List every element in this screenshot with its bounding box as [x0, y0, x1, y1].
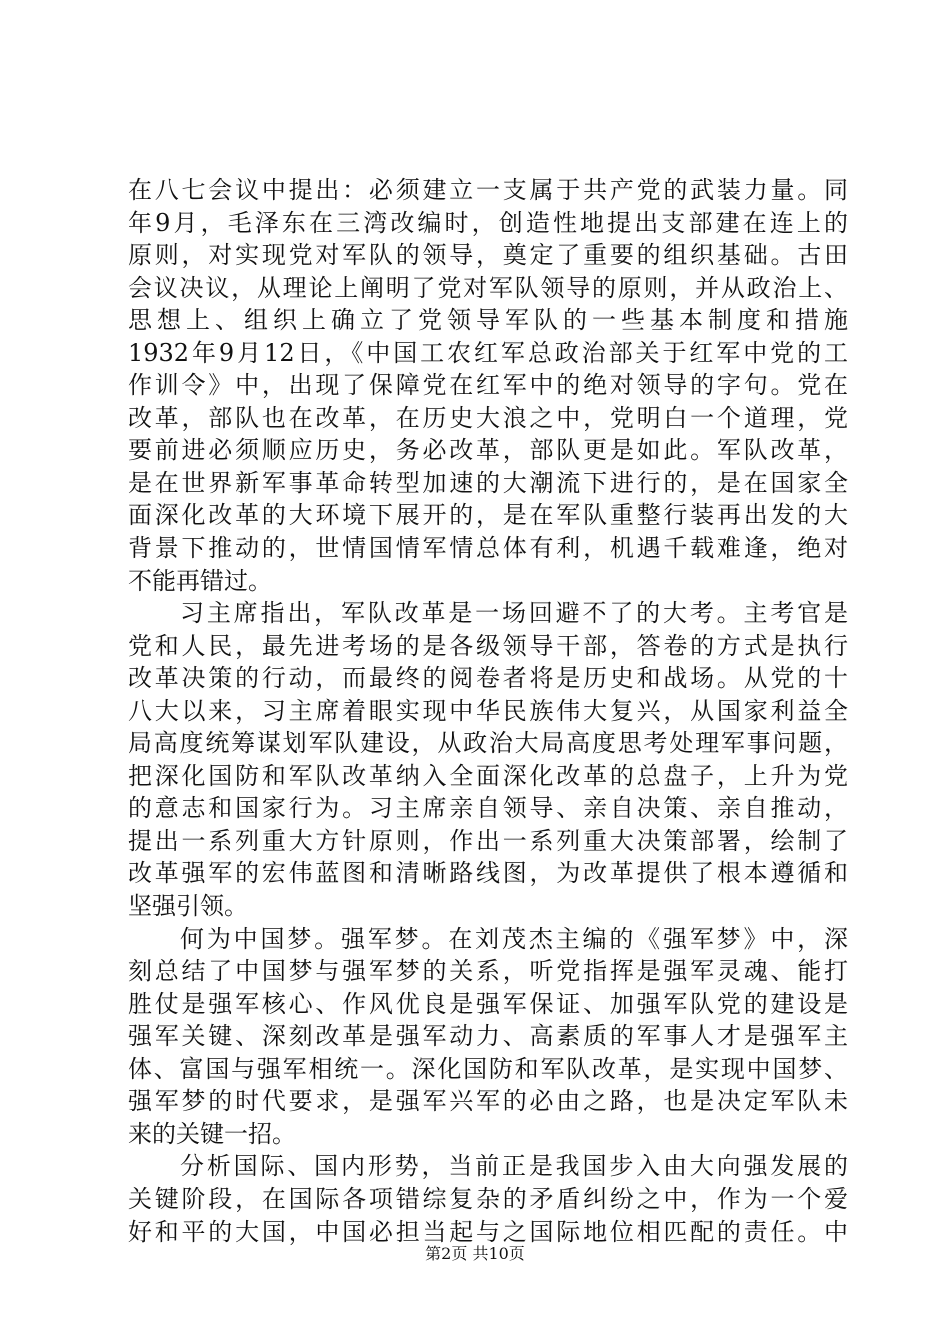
text-line: 胜仗是强军核心、作风优良是强军保证、加强军队党的建设是 [128, 989, 848, 1018]
paragraph-first-line: 分析国际、国内形势，当前正是我国步入由大向强发展的 [180, 1152, 848, 1181]
text-line: 党和人民，最先进考场的是各级领导干部，答卷的方式是执行 [128, 631, 848, 660]
paragraph-end-line: 不能再错过。 [128, 566, 272, 595]
text-line: 体、富国与强军相统一。深化国防和军队改革，是实现中国梦、 [128, 1054, 848, 1083]
paragraph-first-line: 何为中国梦。强军梦。在刘茂杰主编的《强军梦》中，深 [180, 924, 848, 953]
text-line: 改革强军的宏伟蓝图和清晰路线图，为改革提供了根本遵循和 [128, 859, 848, 888]
text-line: 思想上、组织上确立了党领导军队的一些基本制度和措施 [128, 306, 848, 335]
text-line: 1932年9月12日，《中国工农红军总政治部关于红军中党的工 [128, 338, 848, 367]
text-line: 提出一系列重大方针原则，作出一系列重大决策部署，绘制了 [128, 826, 848, 855]
text-line: 的意志和国家行为。习主席亲自领导、亲自决策、亲自推动， [128, 794, 848, 823]
text-line: 改革，部队也在改革，在历史大浪之中，党明白一个道理，党 [128, 403, 848, 432]
text-line: 局高度统筹谋划军队建设，从政治大局高度思考处理军事问题， [128, 729, 848, 758]
text-line: 要前进必须顺应历史，务必改革，部队更是如此。军队改革， [128, 436, 848, 465]
text-line: 作训令》中，出现了保障党在红军中的绝对领导的字句。党在 [128, 371, 848, 400]
text-line: 强军梦的时代要求，是强军兴军的必由之路，也是决定军队未 [128, 1087, 848, 1116]
document-body [128, 174, 848, 1248]
text-line: 背景下推动的，世情国情军情总体有利，机遇千载难逢，绝对 [128, 534, 848, 563]
text-line: 八大以来，习主席着眼实现中华民族伟大复兴，从国家利益全 [128, 696, 848, 725]
text-line: 在八七会议中提出：必须建立一支属于共产党的武装力量。同 [128, 176, 848, 204]
text-line: 面深化改革的大环境下展开的，是在军队重整行装再出发的大 [128, 501, 848, 530]
paragraph-end-line: 来的关键一招。 [128, 1119, 296, 1148]
text-line: 关键阶段，在国际各项错综复杂的矛盾纠纷之中，作为一个爱 [128, 1184, 848, 1213]
text-line: 强军关键、深刻改革是强军动力、高素质的军事人才是强军主 [128, 1022, 848, 1051]
text-line: 改革决策的行动，而最终的阅卷者将是历史和战场。从党的十 [128, 664, 848, 693]
text-line: 年9月，毛泽东在三湾改编时，创造性地提出支部建在连上的 [128, 208, 848, 237]
text-line: 会议决议，从理论上阐明了党对军队领导的原则，并从政治上、 [128, 273, 848, 302]
text-line: 把深化国防和军队改革纳入全面深化改革的总盘子，上升为党 [128, 761, 848, 790]
paragraph-end-line: 坚强引领。 [128, 892, 248, 921]
page-number-footer: 第2页 共10页 [425, 1244, 525, 1263]
text-line: 刻总结了中国梦与强军梦的关系，听党指挥是强军灵魂、能打 [128, 957, 848, 986]
paragraph-first-line: 习主席指出，军队改革是一场回避不了的大考。主考官是 [180, 599, 848, 628]
text-line: 好和平的大国，中国必担当起与之国际地位相匹配的责任。中 [128, 1217, 848, 1246]
text-line: 是在世界新军事革命转型加速的大潮流下进行的，是在国家全 [128, 468, 848, 497]
text-line: 原则，对实现党对军队的领导，奠定了重要的组织基础。古田 [128, 241, 848, 270]
